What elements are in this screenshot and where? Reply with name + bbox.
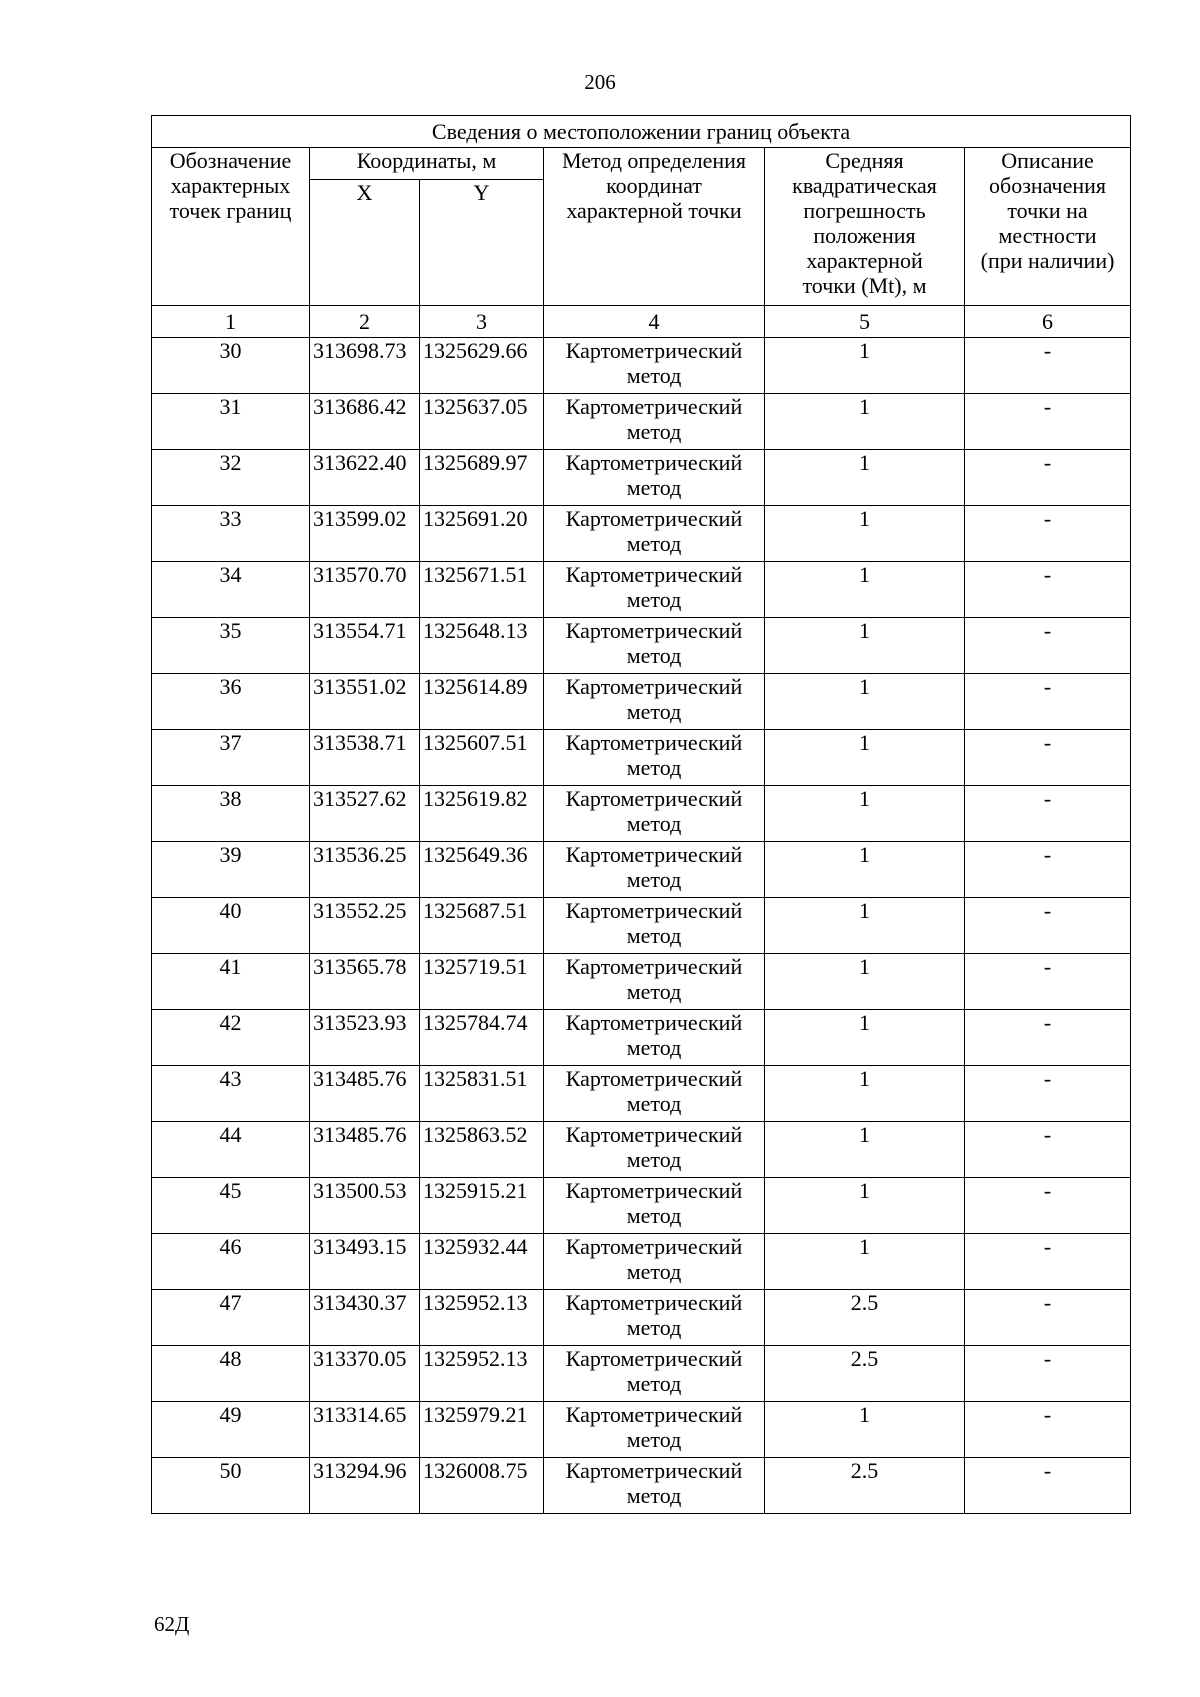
- cell-method-line: Картометрический: [565, 730, 743, 755]
- cell-method-line: Картометрический: [565, 674, 743, 699]
- table-row: [152, 1178, 1131, 1234]
- table-row: [152, 506, 1131, 562]
- cell-method-line: метод: [626, 811, 682, 836]
- cell-method: [544, 786, 765, 842]
- cell-y: 1325784.74: [420, 1010, 544, 1066]
- cell-x: 313536.25: [310, 842, 420, 898]
- cell-x: 313485.76: [310, 1122, 420, 1178]
- cell-description: -: [965, 618, 1131, 674]
- cell-error: 1: [765, 730, 965, 786]
- cell-description: -: [965, 1066, 1131, 1122]
- header-point-text: [152, 148, 309, 223]
- cell-y: 1325915.21: [420, 1178, 544, 1234]
- header-x: X: [310, 180, 420, 306]
- cell-x: 313565.78: [310, 954, 420, 1010]
- cell-method-line: метод: [626, 475, 682, 500]
- cell-error: 1: [765, 1402, 965, 1458]
- cell-y: 1325629.66: [420, 338, 544, 394]
- cell-method-line: Картометрический: [565, 1234, 743, 1259]
- cell-description: -: [965, 898, 1131, 954]
- cell-point: 45: [152, 1178, 310, 1234]
- column-number: 6: [965, 306, 1131, 338]
- cell-description: -: [965, 1178, 1131, 1234]
- cell-description: -: [965, 562, 1131, 618]
- cell-x: 313370.05: [310, 1346, 420, 1402]
- cell-description: -: [965, 506, 1131, 562]
- cell-y: 1325952.13: [420, 1346, 544, 1402]
- header-description-line: местности: [998, 223, 1097, 248]
- cell-method-line: Картометрический: [565, 394, 743, 419]
- cell-x: 313500.53: [310, 1178, 420, 1234]
- cell-method-line: Картометрический: [565, 562, 743, 587]
- cell-point: 31: [152, 394, 310, 450]
- header-point-line: характерных: [170, 173, 291, 198]
- cell-y: 1325614.89: [420, 674, 544, 730]
- header-point: [152, 148, 310, 306]
- table-row: [152, 1346, 1131, 1402]
- cell-method: [544, 394, 765, 450]
- cell-x: 313538.71: [310, 730, 420, 786]
- cell-method-line: метод: [626, 755, 682, 780]
- header-y: Y: [420, 180, 544, 306]
- header-method-line: характерной точки: [566, 198, 742, 223]
- cell-point: 36: [152, 674, 310, 730]
- table-row: [152, 1010, 1131, 1066]
- cell-description: -: [965, 338, 1131, 394]
- header-row-1: [152, 148, 1131, 180]
- cell-y: 1325637.05: [420, 394, 544, 450]
- table-row: [152, 338, 1131, 394]
- cell-method-line: метод: [626, 419, 682, 444]
- cell-y: 1325932.44: [420, 1234, 544, 1290]
- cell-method-line: Картометрический: [565, 786, 743, 811]
- table-row: [152, 954, 1131, 1010]
- cell-x: 313523.93: [310, 1010, 420, 1066]
- header-description-line: обозначения: [989, 173, 1107, 198]
- table-title-row: [152, 116, 1131, 148]
- cell-error: 1: [765, 1178, 965, 1234]
- cell-error: 2.5: [765, 1290, 965, 1346]
- cell-error: 1: [765, 1122, 965, 1178]
- footer-code: 62Д: [154, 1612, 190, 1636]
- cell-x: 313554.71: [310, 618, 420, 674]
- cell-description: -: [965, 842, 1131, 898]
- cell-method-line: Картометрический: [565, 450, 743, 475]
- cell-y: 1325863.52: [420, 1122, 544, 1178]
- cell-x: 313686.42: [310, 394, 420, 450]
- cell-x: 313527.62: [310, 786, 420, 842]
- cell-method: [544, 562, 765, 618]
- column-number: 1: [152, 306, 310, 338]
- cell-method-line: Картометрический: [565, 1178, 743, 1203]
- cell-method-line: метод: [626, 699, 682, 724]
- table-row: [152, 1290, 1131, 1346]
- cell-y: 1325689.97: [420, 450, 544, 506]
- cell-x: 313552.25: [310, 898, 420, 954]
- cell-method: [544, 1346, 765, 1402]
- header-point-line: Обозначение: [169, 148, 292, 173]
- cell-method: [544, 1122, 765, 1178]
- cell-method-line: метод: [626, 643, 682, 668]
- page-number: 206: [584, 70, 616, 94]
- cell-y: 1326008.75: [420, 1458, 544, 1514]
- cell-method-line: Картометрический: [565, 618, 743, 643]
- cell-description: -: [965, 1402, 1131, 1458]
- cell-method: [544, 1010, 765, 1066]
- column-number: 5: [765, 306, 965, 338]
- cell-point: 35: [152, 618, 310, 674]
- cell-error: 1: [765, 898, 965, 954]
- header-error-line: Средняя: [825, 148, 904, 173]
- cell-description: -: [965, 394, 1131, 450]
- cell-error: 1: [765, 450, 965, 506]
- cell-y: 1325979.21: [420, 1402, 544, 1458]
- header-description-line: Описание: [1001, 148, 1094, 173]
- header-coords: Координаты, м: [310, 148, 544, 180]
- cell-point: 48: [152, 1346, 310, 1402]
- cell-method-line: метод: [626, 363, 682, 388]
- table-row: [152, 394, 1131, 450]
- cell-method: [544, 842, 765, 898]
- cell-error: 1: [765, 1010, 965, 1066]
- cell-method-line: Картометрический: [565, 1346, 743, 1371]
- cell-method-line: Картометрический: [565, 1010, 743, 1035]
- cell-point: 37: [152, 730, 310, 786]
- cell-error: 1: [765, 618, 965, 674]
- cell-method-line: метод: [626, 979, 682, 1004]
- cell-method: [544, 506, 765, 562]
- cell-point: 41: [152, 954, 310, 1010]
- header-error-line: точки (Mt), м: [802, 273, 927, 298]
- cell-error: 1: [765, 954, 965, 1010]
- cell-point: 34: [152, 562, 310, 618]
- cell-point: 47: [152, 1290, 310, 1346]
- header-error-line: погрешность: [803, 198, 926, 223]
- cell-point: 38: [152, 786, 310, 842]
- cell-method-line: Картометрический: [565, 1290, 743, 1315]
- cell-point: 43: [152, 1066, 310, 1122]
- cell-method: [544, 1458, 765, 1514]
- table-row: [152, 562, 1131, 618]
- table-row: [152, 730, 1131, 786]
- header-description-line: точки на: [1007, 198, 1088, 223]
- cell-error: 1: [765, 1066, 965, 1122]
- cell-point: 46: [152, 1234, 310, 1290]
- cell-method: [544, 674, 765, 730]
- header-point-line: точек границ: [169, 198, 292, 223]
- boundary-coordinates-table: [151, 115, 1131, 1514]
- cell-x: 313698.73: [310, 338, 420, 394]
- cell-method: [544, 898, 765, 954]
- cell-y: 1325649.36: [420, 842, 544, 898]
- cell-error: 1: [765, 786, 965, 842]
- cell-description: -: [965, 954, 1131, 1010]
- cell-method-line: Картометрический: [565, 898, 743, 923]
- cell-error: 1: [765, 506, 965, 562]
- cell-method: [544, 1066, 765, 1122]
- cell-x: 313551.02: [310, 674, 420, 730]
- table-row: [152, 1122, 1131, 1178]
- cell-method: [544, 618, 765, 674]
- cell-error: 1: [765, 842, 965, 898]
- cell-point: 44: [152, 1122, 310, 1178]
- cell-error: 1: [765, 674, 965, 730]
- cell-method-line: метод: [626, 1483, 682, 1508]
- cell-description: -: [965, 1290, 1131, 1346]
- cell-description: -: [965, 786, 1131, 842]
- cell-y: 1325719.51: [420, 954, 544, 1010]
- table-row: [152, 1066, 1131, 1122]
- cell-error: 1: [765, 338, 965, 394]
- cell-y: 1325691.20: [420, 506, 544, 562]
- cell-y: 1325831.51: [420, 1066, 544, 1122]
- table-title: Сведения о местоположении границ объекта: [152, 116, 1131, 148]
- header-method: [544, 148, 765, 306]
- cell-method: [544, 338, 765, 394]
- cell-method-line: метод: [626, 531, 682, 556]
- header-error-text: [765, 148, 964, 298]
- column-numbers-row: [152, 306, 1131, 338]
- table-row: [152, 450, 1131, 506]
- cell-error: 1: [765, 394, 965, 450]
- table-row: [152, 1234, 1131, 1290]
- cell-point: 39: [152, 842, 310, 898]
- cell-error: 1: [765, 562, 965, 618]
- cell-x: 313493.15: [310, 1234, 420, 1290]
- table-row: [152, 898, 1131, 954]
- cell-point: 40: [152, 898, 310, 954]
- cell-method: [544, 1290, 765, 1346]
- cell-error: 2.5: [765, 1458, 965, 1514]
- cell-y: 1325687.51: [420, 898, 544, 954]
- cell-method-line: Картометрический: [565, 1066, 743, 1091]
- cell-y: 1325952.13: [420, 1290, 544, 1346]
- cell-method-line: Картометрический: [565, 1458, 743, 1483]
- cell-x: 313485.76: [310, 1066, 420, 1122]
- cell-description: -: [965, 1346, 1131, 1402]
- cell-description: -: [965, 1010, 1131, 1066]
- cell-method: [544, 450, 765, 506]
- cell-method-line: метод: [626, 587, 682, 612]
- cell-method-line: Картометрический: [565, 506, 743, 531]
- cell-method-line: метод: [626, 1371, 682, 1396]
- table-row: [152, 842, 1131, 898]
- cell-point: 32: [152, 450, 310, 506]
- cell-description: -: [965, 1122, 1131, 1178]
- cell-y: 1325671.51: [420, 562, 544, 618]
- header-method-line: координат: [606, 173, 702, 198]
- cell-method-line: метод: [626, 867, 682, 892]
- cell-method-line: Картометрический: [565, 338, 743, 363]
- cell-method-line: метод: [626, 1147, 682, 1172]
- header-method-text: [544, 148, 764, 223]
- cell-x: 313599.02: [310, 506, 420, 562]
- cell-method: [544, 1234, 765, 1290]
- cell-x: 313430.37: [310, 1290, 420, 1346]
- cell-y: 1325607.51: [420, 730, 544, 786]
- table-row: [152, 1458, 1131, 1514]
- cell-error: 1: [765, 1234, 965, 1290]
- header-description: [965, 148, 1131, 306]
- header-error-line: положения: [813, 223, 916, 248]
- cell-method: [544, 954, 765, 1010]
- cell-point: 30: [152, 338, 310, 394]
- cell-method: [544, 1402, 765, 1458]
- cell-description: -: [965, 674, 1131, 730]
- cell-method-line: Картометрический: [565, 954, 743, 979]
- header-description-line: (при наличии): [980, 248, 1115, 273]
- cell-x: 313570.70: [310, 562, 420, 618]
- cell-y: 1325648.13: [420, 618, 544, 674]
- cell-method: [544, 730, 765, 786]
- cell-x: 313314.65: [310, 1402, 420, 1458]
- cell-x: 313622.40: [310, 450, 420, 506]
- cell-method-line: Картометрический: [565, 1122, 743, 1147]
- column-number: 4: [544, 306, 765, 338]
- column-number: 3: [420, 306, 544, 338]
- cell-method: [544, 1178, 765, 1234]
- cell-method-line: метод: [626, 1315, 682, 1340]
- cell-point: 33: [152, 506, 310, 562]
- cell-description: -: [965, 730, 1131, 786]
- cell-point: 50: [152, 1458, 310, 1514]
- cell-y: 1325619.82: [420, 786, 544, 842]
- header-description-text: [965, 148, 1130, 273]
- header-error-line: характерной: [806, 248, 923, 273]
- cell-method-line: метод: [626, 1203, 682, 1228]
- header-error: [765, 148, 965, 306]
- cell-method-line: метод: [626, 1091, 682, 1116]
- cell-method-line: Картометрический: [565, 842, 743, 867]
- cell-method-line: метод: [626, 1035, 682, 1060]
- cell-point: 49: [152, 1402, 310, 1458]
- header-method-line: Метод определения: [561, 148, 747, 173]
- table-row: [152, 618, 1131, 674]
- cell-point: 42: [152, 1010, 310, 1066]
- column-number: 2: [310, 306, 420, 338]
- cell-method-line: метод: [626, 1259, 682, 1284]
- table-row: [152, 674, 1131, 730]
- cell-description: -: [965, 1458, 1131, 1514]
- cell-x: 313294.96: [310, 1458, 420, 1514]
- cell-error: 2.5: [765, 1346, 965, 1402]
- cell-description: -: [965, 1234, 1131, 1290]
- cell-method-line: Картометрический: [565, 1402, 743, 1427]
- cell-method-line: метод: [626, 923, 682, 948]
- table-row: [152, 1402, 1131, 1458]
- cell-method-line: метод: [626, 1427, 682, 1452]
- cell-description: -: [965, 450, 1131, 506]
- header-error-line: квадратическая: [792, 173, 937, 198]
- table-row: [152, 786, 1131, 842]
